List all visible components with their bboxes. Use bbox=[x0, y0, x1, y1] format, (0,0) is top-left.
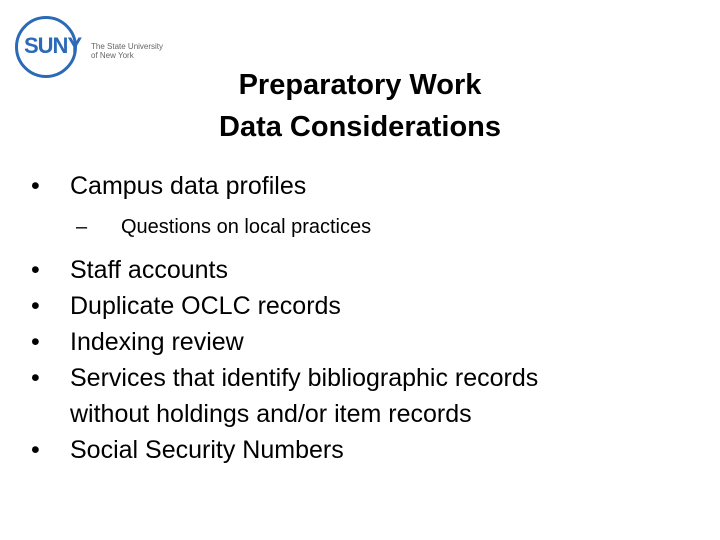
bullet-item-ssn bbox=[25, 432, 695, 468]
bullet-text: Staff accounts bbox=[70, 256, 228, 284]
bullet-dot-icon: • bbox=[31, 172, 40, 200]
bullet-item-services bbox=[25, 360, 695, 432]
bullet-text: Duplicate OCLC records bbox=[70, 292, 341, 320]
bullet-text: Indexing review bbox=[70, 328, 244, 356]
logo-subtitle-line-2: of New York bbox=[91, 51, 134, 60]
logo-subtitle bbox=[91, 42, 181, 60]
bullet-text-line-1: Services that identify bibliographic records bbox=[70, 364, 539, 392]
bullet-dot-icon: • bbox=[31, 256, 40, 284]
bullet-text: Campus data profiles bbox=[70, 172, 307, 200]
bullet-text-line-2: without holdings and/or item records bbox=[70, 400, 472, 428]
sub-bullet-item-local-practices bbox=[25, 212, 695, 242]
bullet-dot-icon: • bbox=[31, 328, 40, 356]
bullet-item-staff-accounts bbox=[25, 252, 695, 288]
bullet-dot-icon: • bbox=[31, 364, 40, 392]
bullet-item-campus-data-profiles bbox=[25, 168, 695, 204]
dash-icon: – bbox=[76, 216, 88, 238]
bullet-text: Social Security Numbers bbox=[70, 436, 344, 464]
sub-bullet-text: Questions on local practices bbox=[121, 216, 372, 238]
bullet-list bbox=[25, 168, 695, 468]
slide-title bbox=[0, 64, 720, 148]
bullet-dot-icon: • bbox=[31, 292, 40, 320]
slide-title-line-1: Preparatory Work bbox=[238, 69, 482, 101]
logo-mark: SUNY bbox=[24, 33, 82, 58]
slide-title-line-2: Data Considerations bbox=[219, 111, 501, 143]
logo-subtitle-line-1: The State University bbox=[91, 42, 164, 51]
bullet-item-indexing-review bbox=[25, 324, 695, 360]
bullet-item-duplicate-oclc bbox=[25, 288, 695, 324]
bullet-dot-icon: • bbox=[31, 436, 40, 464]
